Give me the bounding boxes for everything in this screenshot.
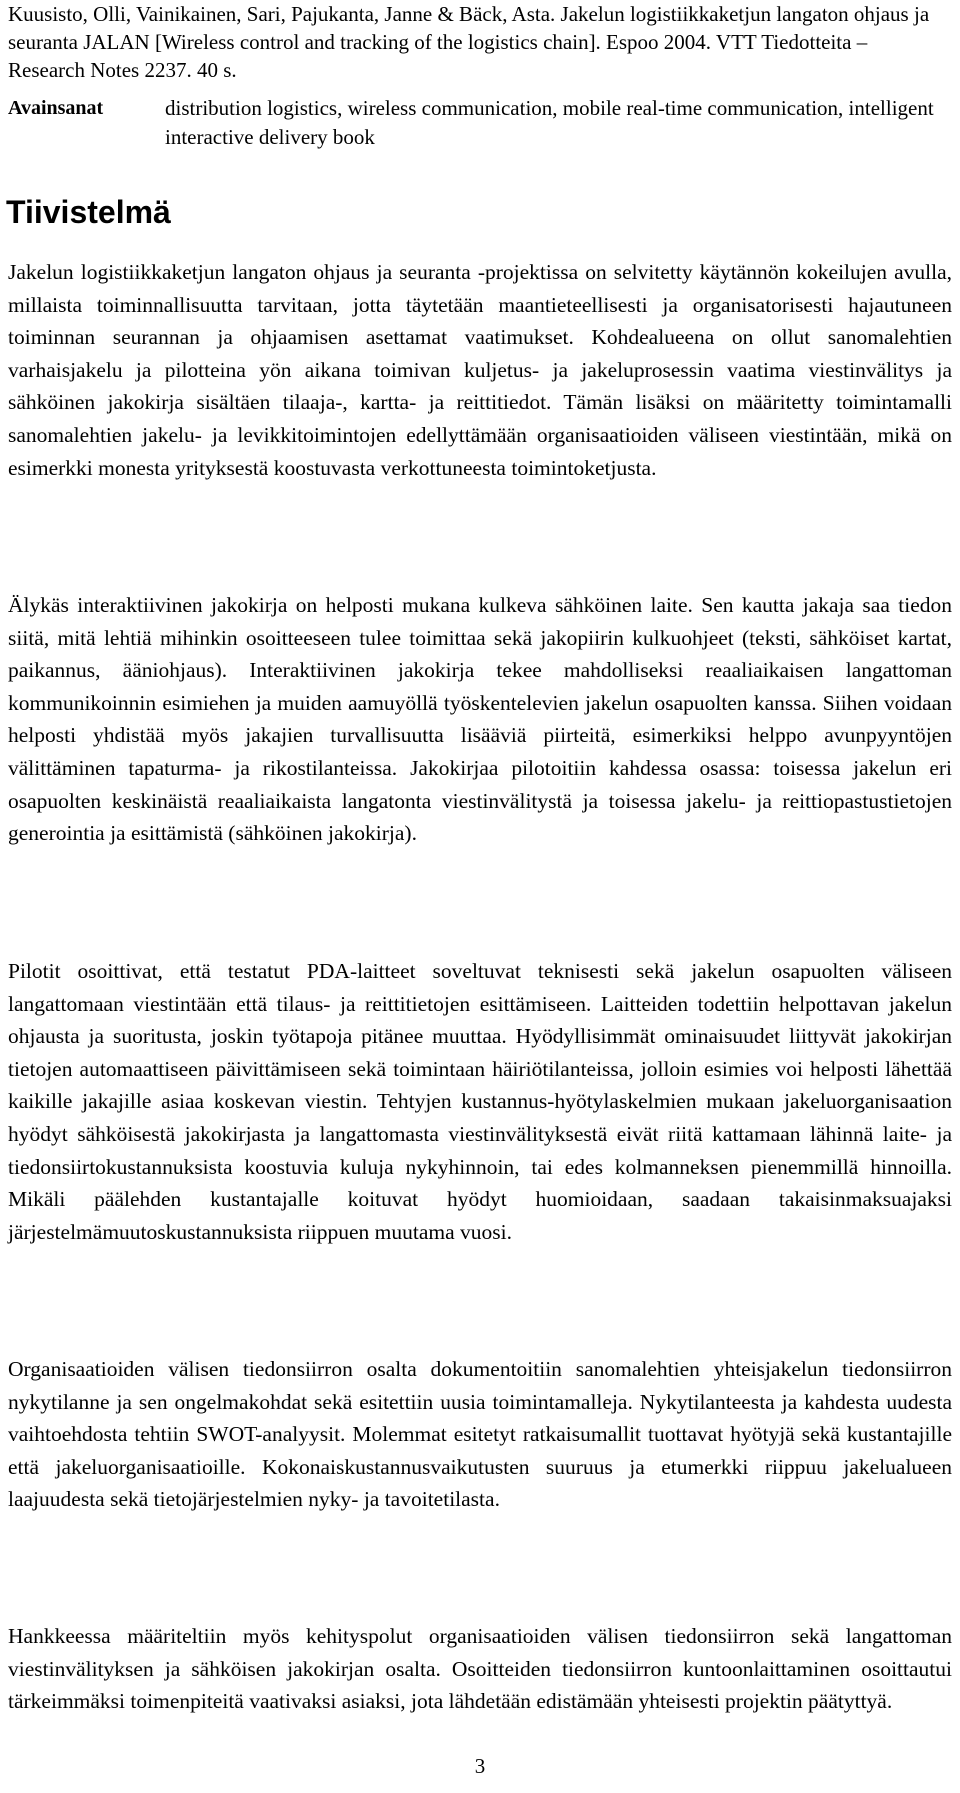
abstract-paragraph: Pilotit osoittivat, että testatut PDA-laitteet soveltuvat teknisesti sekä jakelun osapuolten väliseen langattomaan viestintään että tilaus- ja reittitietojen esittämiseen. Laitteiden todettiin helpottavan jakelun ohjausta ja suoritusta, joskin työtapoja pitänee muuttaa. Hyödyllisimmät ominaisuudet liittyvät jakokirjan tietojen automaattiseen päivittämiseen sekä toimintaan häiriötilanteissa, jolloin esimies voi helposti lähettää kaikille jakajille asiaa koskevan viestin. Tehtyjen kustannus-hyötylaskelmien mukaan jakeluorganisaation hyödyt sähköisestä jakokirjasta ja langattomasta viestinvälityksestä eivät riitä kattamaan lähinnä laite- ja tiedonsiirtokustannuksista koostuvia kuluja nykyhinnoin, tai edes kolmanneksen pienemmillä hinnoilla. Mikäli päälehden kustantajalle koituvat hyödyt huomioidaan, saadaan takaisinmaksuajaksi järjestelmämuutoskustannuksista riippuen muutama vuosi. [8, 959, 952, 1244]
abstract-paragraph: Jakelun logistiikkaketjun langaton ohjaus ja seuranta -projektissa on selvitetty käytännön kokeilujen avulla, millaista toiminnallisuutta tarvitaan, jotta täytetään maantieteellisesti ja organisatorisesti hajautuneen toiminnan seurannan ja ohjaamisen asettamat vaatimukset. Kohdealueena on ollut sanomalehtien varhaisjakelu ja pilotteina yön aikana toimivan kuljetus- ja jakeluprosessin vaatima viestinvälitys ja sähköinen jakokirja sisältäen tilaaja-, kartta- ja reittitiedot. Tämän lisäksi on määritetty toimintamalli sanomalehtien jakelu- ja levikkitoimintojen edellyttämään organisaatioiden väliseen viestintään, mikä on esimerkki monesta yrityksestä koostuvasta verkottuneesta toimintoketjusta. [8, 260, 952, 480]
citation: Kuusisto, Olli, Vainikainen, Sari, Pajukanta, Janne & Bäck, Asta. Jakelun logistiikkaketjun langaton ohjaus ja seuranta JALAN [Wireless control and tracking of the logistics chain]. Espoo 2004. VTT Tiedotteita – Research Notes 2237. 40 s. [8, 2, 930, 82]
abstract-paragraph: Hankkeessa määriteltiin myös kehityspolut organisaatioiden välisen tiedonsiirron sekä langattoman viestinvälityksen ja sähköisen jakokirjan osalta. Osoitteiden tiedonsiirron kuntoonlaittaminen osoittautui tärkeimmäksi toimenpiteitä vaativaksi asiaksi, jota lähdetään edistämään yhteisesti projektin päätyttyä. [8, 1624, 952, 1714]
keywords-label: Avainsanat [8, 97, 104, 119]
page-number: 3 [474, 1754, 486, 1778]
abstract-paragraph: Älykäs interaktiivinen jakokirja on helposti mukana kulkeva sähköinen laite. Sen kautta jakaja saa tiedon siitä, mitä lehtiä mihinkin osoitteeseen tulee toimittaa sekä jakopiirin kulkuohjeet (teksti, sähköiset kartat, paikannus, ääniohjaus). Interaktiivinen jakokirja tekee mahdolliseksi reaaliaikaisen langattoman kommunikoinnin esimiehen ja muiden aamuyöllä työskentelevien jakelun osapuolten kanssa. Siihen voidaan helposti yhdistää myös jakajien turvallisuutta lisääviä piirteitä, esimerkiksi helppo avunpyyntöjen välittäminen tapaturma- ja rikostilanteissa. Jakokirjaa pilotoitiin kahdessa osassa: toisessa jakelun eri osapuolten keskinäistä reaaliaikaista langatonta viestinvälitystä ja toisessa jakelu- ja reittiopastustietojen generointia ja esittämistä (sähköinen jakokirja). [8, 593, 952, 846]
abstract-paragraph: Organisaatioiden välisen tiedonsiirron osalta dokumentoitiin sanomalehtien yhteisjakelun tiedonsiirron nykytilanne ja sen ongelmakohdat sekä esitettiin uusia toimintamalleja. Nykytilanteesta ja kahdesta uudesta vaihtoehdosta tehtiin SWOT-analyysit. Molemmat esitetyt ratkaisumallit tuottavat hyötyjä sekä kustantajille että jakeluorganisaatioille. Kokonaiskustannusvaikutusten suuruus ja etumerkki riippuu jakelualueen laajuudesta sekä tietojärjestelmien nyky- ja tavoitetilasta. [8, 1357, 952, 1512]
keywords-text: distribution logistics, wireless communication, mobile real-time communication, intelligent interactive delivery book [165, 96, 934, 149]
abstract-heading: Tiivistelmä [6, 194, 171, 230]
